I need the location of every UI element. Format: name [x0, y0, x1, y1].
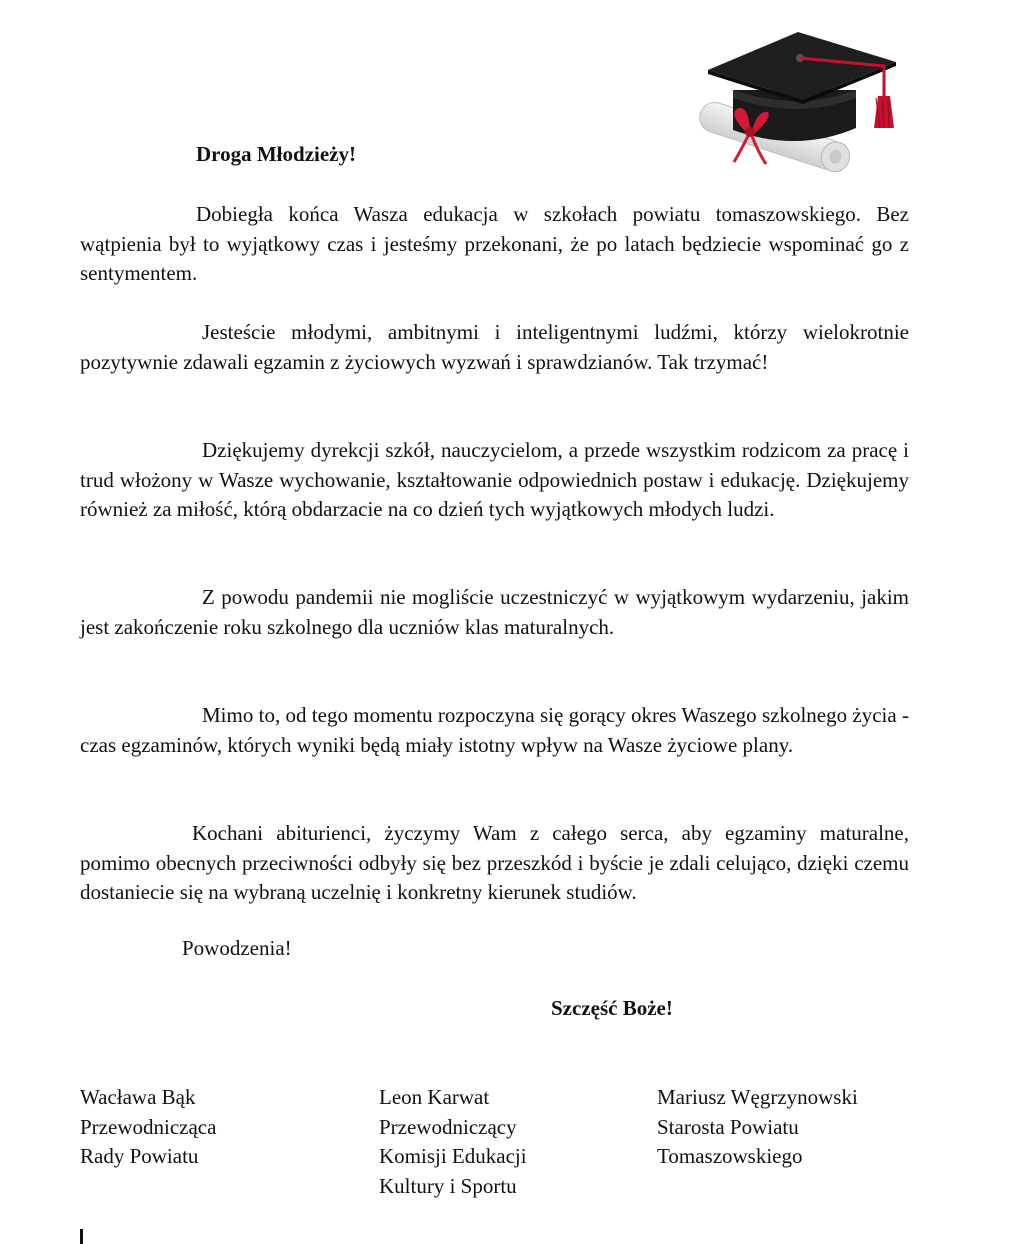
- signature-name: Wacława Bąk: [80, 1085, 196, 1109]
- signature-block-2: [379, 1083, 527, 1201]
- signature-block-3: [657, 1083, 858, 1172]
- signature-title-line: Komisji Edukacji: [379, 1144, 527, 1168]
- paragraph-4: Z powodu pandemii nie mogliście uczestniczyć w wyjątkowym wydarzeniu, jakim jest zakończenie roku szkolnego dla uczniów klas maturalnych.: [80, 585, 909, 639]
- graduation-cap-with-diploma-icon: [688, 28, 908, 178]
- closing-wish: Powodzenia!: [182, 936, 292, 960]
- signature-title-line: Rady Powiatu: [80, 1144, 199, 1168]
- signature-title-line: Tomaszowskiego: [657, 1144, 803, 1168]
- signature-block-1: [80, 1083, 216, 1172]
- paragraph-3: Dziękujemy dyrekcji szkół, nauczycielom, a przede wszystkim rodzicom za pracę i trud włożony w Wasze wychowanie, kształtowanie odpowiednich postaw i edukację. Dziękujemy również za miłość, którą obdarzacie na co dzień tych wyjątkowych młodych ludzi.: [80, 438, 909, 521]
- blessing: Szczęść Boże!: [551, 996, 673, 1020]
- paragraph-1: Dobiegła końca Wasza edukacja w szkołach powiatu tomaszowskiego. Bez wątpienia był to wyjątkowy czas i jesteśmy przekonani, że po latach będziecie wspominać go z sentymentem.: [80, 202, 909, 285]
- signature-name: Mariusz Węgrzynowski: [657, 1085, 858, 1109]
- signature-title-line: Przewodniczący: [379, 1114, 517, 1139]
- paragraph-5: Mimo to, od tego momentu rozpoczyna się gorący okres Waszego szkolnego życia - czas egzaminów, których wyniki będą miały istotny wpływ na Wasze życiowe plany.: [80, 703, 909, 757]
- signature-title-line: Starosta Powiatu: [657, 1114, 799, 1139]
- paragraph-2: Jesteście młodymi, ambitnymi i inteligentnymi ludźmi, którzy wielokrotnie pozytywnie zdawali egzamin z życiowych wyzwań i sprawdzianów. Tak trzymać!: [80, 320, 909, 374]
- signature-name: Leon Karwat: [379, 1085, 490, 1109]
- signature-title-line: Przewodnicząca: [80, 1114, 217, 1139]
- paragraph-6: Kochani abiturienci, życzymy Wam z całego serca, aby egzaminy maturalne, pomimo obecnych przeciwności odbyły się bez przeszkód i byście je zdali celująco, dzięki czemu dostaniecie się na wybraną uczelnię i konkretny kierunek studiów.: [80, 821, 909, 904]
- greeting-heading: Droga Młodzieży!: [196, 142, 356, 166]
- signature-title-line: Kultury i Sportu: [379, 1173, 517, 1198]
- text-cursor-mark: [80, 1229, 83, 1244]
